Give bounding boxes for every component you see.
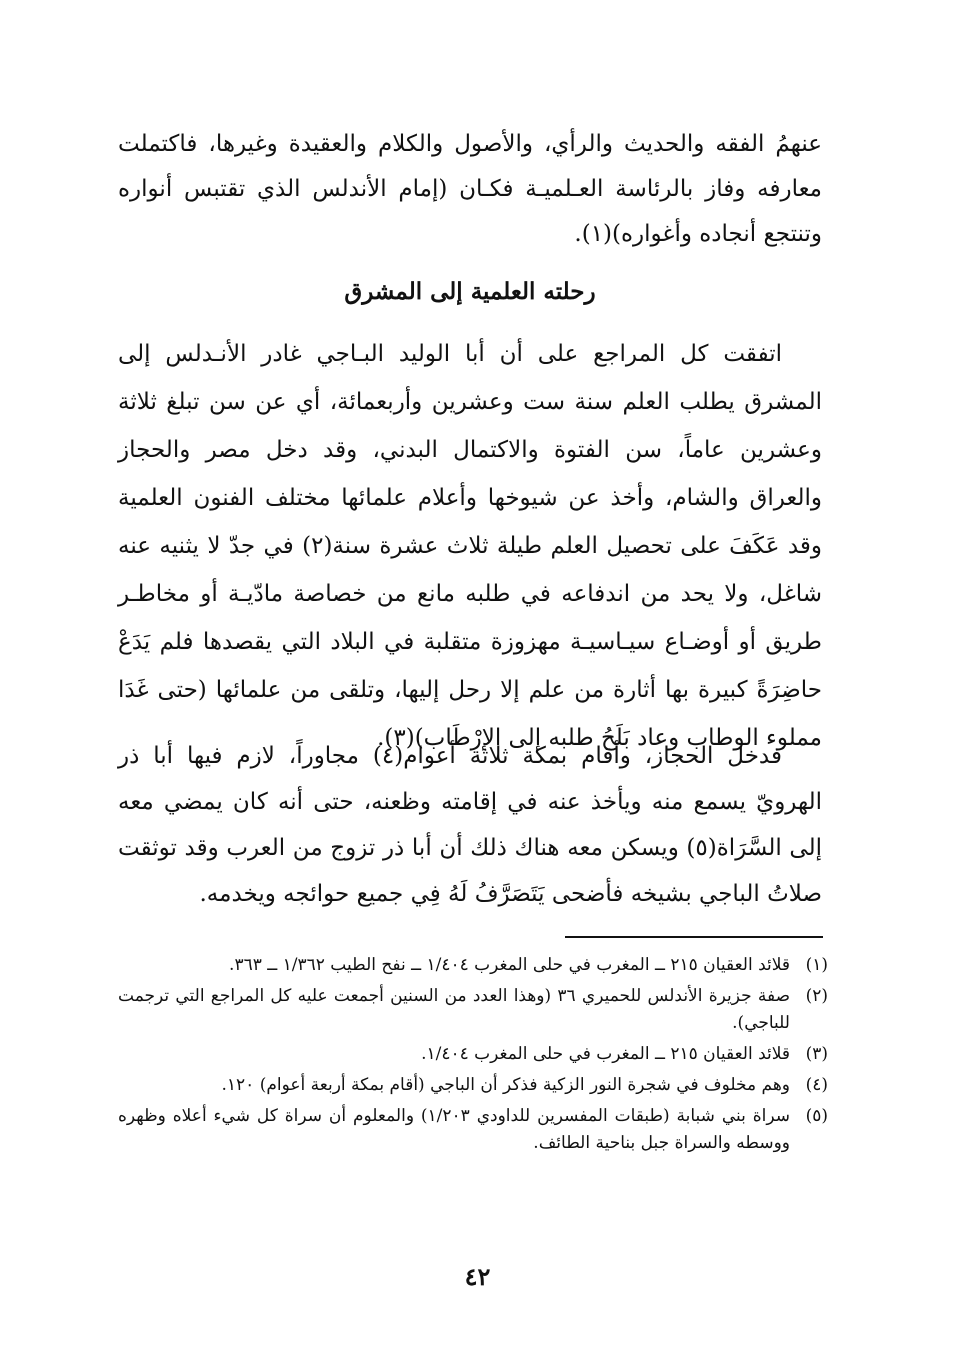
footnote-3 [118, 1041, 828, 1068]
footnote-text: قلائد العقيان ٢١٥ ــ المغرب في حلى المغرب ١/٤٠٤ ــ نفح الطيب ١/٣٦٢ ــ ٣٦٣. [229, 955, 790, 975]
footnote-2 [118, 983, 828, 1037]
footnote-separator [565, 936, 823, 938]
section-heading: رحلته العلمية إلى المشرق [344, 278, 596, 305]
footnote-number: (٢) [805, 986, 828, 1006]
footnote-1 [118, 952, 828, 979]
page-number: ٤٢ [464, 1262, 491, 1291]
footnote-text: قلائد العقيان ٢١٥ ــ المغرب في حلى المغرب ١/٤٠٤. [421, 1044, 790, 1064]
footnote-number: (٥) [805, 1106, 828, 1126]
body-paragraph-2: فدخل الحجاز، وأقام بمكة ثلاثة أعوام(٤) مجاوراً، لازم فيها أبا ذر الهرويّ يسمع منه ويأخذ عنه في إقامته وظعنه، حتى أنه كان يمضي معه إلى السَّرَاة(٥) ويسكن معه هناك ذلك أن أبا ذر تزوج من العرب وقد توثقت صلاتُ الباجي بشيخه فأضحى يَتَصَرَّفُ لَهُ فِي جميع حوائجه ويخدمه. [118, 743, 823, 907]
footnotes [118, 952, 828, 1161]
footnote-number: (٣) [805, 1044, 828, 1064]
footnote-5 [118, 1103, 828, 1157]
footnote-text: وهم مخلوف في شجرة النور الزكية فذكر أن الباجي (أقام بمكة أربعة أعوام) ١٢٠. [221, 1075, 790, 1095]
footnote-text: صفة جزيرة الأندلس للحميري ٣٦ (وهذا العدد من السنين أجمعت عليه كل المراجع التي ترجمت للباجي). [118, 986, 791, 1033]
footnote-4 [118, 1072, 828, 1099]
footnote-number: (٤) [805, 1075, 828, 1095]
footnote-text: سراة بني شبابة (طبقات المفسرين للداودي ١/٢٠٣) والمعلوم أن سراة كل شيء أعلاه وظهره ووسطه والسراة جبل بناحية الطائف. [118, 1106, 790, 1153]
body-paragraph-1: اتفقت كل المراجع على أن أبا الوليد البـاجي غادر الأنـدلس إلى المشرق يطلب العلم سنة ست وعشرين وأربعمائة، أي عن سن تبلغ ثلاثة وعشرين عاماً، سن الفتوة والاكتمال البدني، وقد دخل مصر والحجاز والعراق والشام، وأخذ عن شيوخها وأعلام علمائها مختلف الفنون العلمية وقد عَكَفَ على تحصيل العلم طيلة ثلاث عشرة سنة(٢) في جدّ لا يثنيه عنه شاغل، ولا يحد من اندفاعه في طلبه مانع من خصاصة مادّيـة أو مخاطـر طريق أو أوضـاع سيـاسيـة مهزوزة متقلبة في البلاد التي يقصدها فلم يَدَعْ حاضِرَةً كبيرة بها أثارة من علم إلا رحل إليها، وتلقى من علمائها (حتى غَدَا مملوء الوطاب وعاد بَلَحُ طلبه إلى الإرْطَاب)(٣). [118, 341, 823, 751]
footnote-number: (١) [805, 955, 828, 975]
intro-paragraph: عنهمُ الفقه والحديث والرأي، والأصول والكلام والعقيدة وغيرها، فاكتملت معارفه وفاز بالرئاسة العـلميـة فكـان (إمام الأندلس الذي تقتبس أنواره وتنتجع أنجاده وأغواره)(١). [118, 131, 822, 247]
